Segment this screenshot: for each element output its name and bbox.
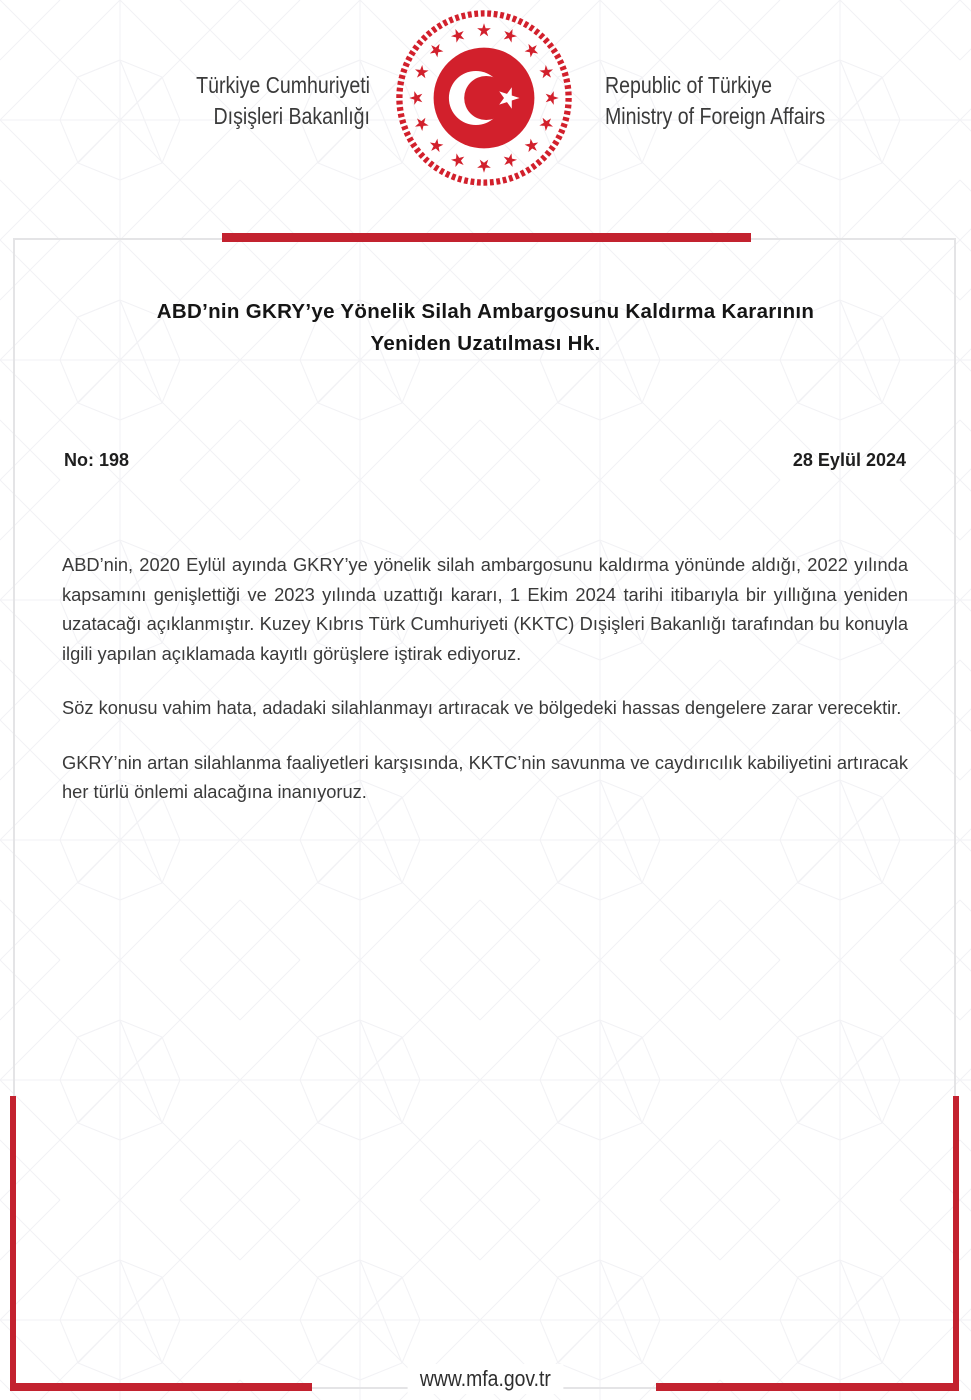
content-box-border-left	[13, 238, 15, 1098]
document-meta-row	[64, 450, 906, 471]
right-red-accent-bar	[953, 1096, 959, 1391]
ministry-name-english-line2: Ministry of Foreign Affairs	[605, 103, 826, 129]
paragraph-1: ABD’nin, 2020 Eylül ayında GKRY’ye yönelik silah ambargosunu kaldırma yönünde aldığı, 2022 yılında kapsamını genişlettiği ve 2023 yılında uzattığı kararı, 1 Ekim 2024 tarihi itibarıyla bir yıllığına yeniden uzatacağı açıklanmıştır. Kuzey Kıbrıs Türk Cumhuriyeti (KKTC) Dışişleri Bakanlığı tarafından bu konuyla ilgili yapılan açıklamada kayıtlı görüşlere iştirak ediyoruz.	[62, 554, 908, 664]
left-red-accent-bar	[10, 1096, 16, 1391]
document-number: No: 198	[64, 450, 130, 470]
press-release-text	[62, 550, 908, 832]
ministry-name-english-line1: Republic of Türkiye	[605, 72, 772, 98]
ministry-name-english	[605, 70, 877, 132]
ministry-website-url: www.mfa.gov.tr	[408, 1364, 564, 1394]
top-red-accent-bar	[222, 233, 751, 242]
footer	[0, 1364, 971, 1394]
document-title	[62, 296, 909, 360]
document-title-line2: Yeniden Uzatılması Hk.	[370, 332, 601, 355]
turkey-mfa-emblem-icon	[394, 8, 574, 188]
ministry-name-turkish-line1: Türkiye Cumhuriyeti	[196, 72, 370, 98]
ministry-name-turkish-line2: Dışişleri Bakanlığı	[213, 103, 370, 129]
content-box-border-right	[954, 238, 956, 1098]
paragraph-2: Söz konusu vahim hata, adadaki silahlanmayı artıracak ve bölgedeki hassas dengelere zarar verecektir.	[62, 697, 902, 718]
document-date: 28 Eylül 2024	[792, 450, 906, 470]
paragraph-3: GKRY’nin artan silahlanma faaliyetleri karşısında, KKTC’nin savunma ve caydırıcılık kabiliyetini artıracak her türlü önlemi alacağına inanıyoruz.	[62, 751, 908, 802]
ministry-name-turkish	[149, 70, 370, 132]
document-title-line1: ABD’nin GKRY’ye Yönelik Silah Ambargosunu Kaldırma Kararının	[156, 300, 815, 323]
